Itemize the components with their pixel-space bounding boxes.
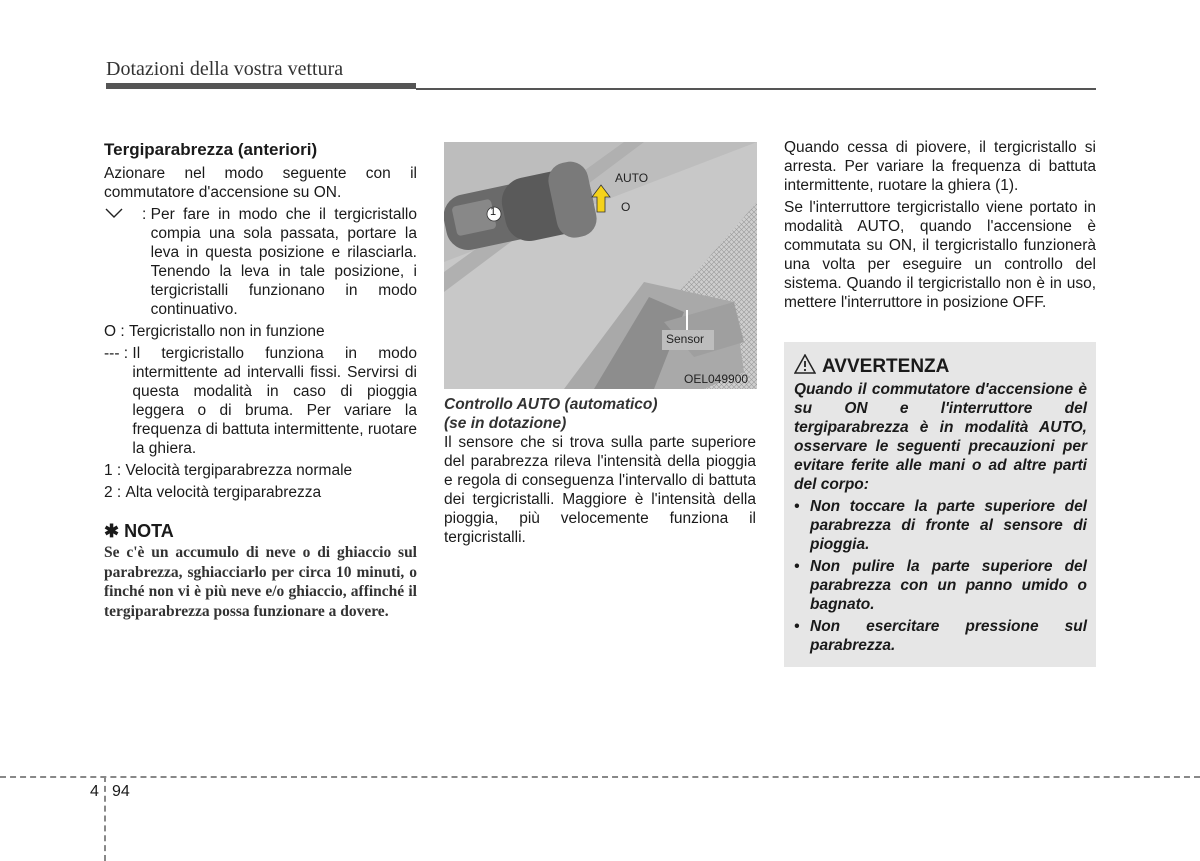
figure-label-sensor: Sensor xyxy=(666,332,705,346)
figure-label-auto: AUTO xyxy=(615,171,649,185)
list-item xyxy=(104,322,417,341)
middle-column xyxy=(444,395,756,547)
figure-caption: Controllo AUTO (automatico) (se in dotazione) xyxy=(444,396,658,432)
warning-header xyxy=(794,354,949,379)
warning-triangle-icon xyxy=(794,354,816,379)
warning-bullet: • Non pulire la parte superiore del parabrezza con un panno umido o bagnato. xyxy=(794,558,1087,613)
warning-body xyxy=(794,380,1087,655)
page-header-title: Dotazioni della vostra vettura xyxy=(106,58,344,80)
warning-title: AVVERTENZA xyxy=(822,355,950,377)
auto-wiper-illustration xyxy=(444,142,757,389)
footer-divider xyxy=(0,776,1200,778)
list-marker: 2 : xyxy=(104,484,126,501)
list-item xyxy=(104,483,417,502)
header-rule-thin xyxy=(416,88,1096,90)
right-column xyxy=(784,138,1096,312)
auto-description: Il sensore che si trova sulla parte superiore del parabrezza rileva l'intensità della pioggia e regola di conseguenza l'intervallo di battuta dei tergicristalli. Maggiore è l'intensità della pioggia, più velocemente funziona il tergicristalli. xyxy=(444,434,756,546)
paragraph: Quando cessa di piovere, il tergicristallo si arresta. Per variare la frequenza di battuta intermittente, ruotare la ghiera (1). xyxy=(784,139,1096,194)
intro-text: Azionare nel modo seguente con il commutatore d'accensione su ON. xyxy=(104,165,417,201)
warning-intro: Quando il commutatore d'accensione è su ON e l'interruttore del tergiparabrezza è in modalità AUTO, osservare le seguenti precauzioni per evitare ferite alle mani o ad altre parti del corpo: xyxy=(794,381,1087,493)
list-marker: --- : xyxy=(104,345,133,362)
figure-code: OEL049900 xyxy=(684,372,749,386)
page-number: 94 xyxy=(112,783,130,800)
mist-symbol-icon xyxy=(104,205,142,224)
nota-title: ✱ NOTA xyxy=(104,521,174,541)
warning-bullet: • Non esercitare pressione sul parabrezza. xyxy=(794,618,1087,654)
section-heading: Tergiparabrezza (anteriori) xyxy=(104,140,318,159)
list-item xyxy=(104,461,417,480)
list-item-text: Velocità tergiparabrezza normale xyxy=(125,462,353,479)
list-item-text: Per fare in modo che il tergicristallo compia una sola passata, portare la leva in questa posizione e rilasciarla. Tenendo la leva in tale posizione, i tergicristalli funzionano in modo continuativo. xyxy=(150,206,417,318)
list-item-text: Tergicristallo non in funzione xyxy=(128,323,325,340)
list-item xyxy=(104,344,417,458)
figure-label-o: O xyxy=(621,200,631,214)
paragraph: Se l'interruttore tergicristallo viene portato in modalità AUTO, quando l'accensione è commutata su ON, il tergicristallo funzionerà una volta per eseguire un controllo del sistema. Quando il tergicristallo non è in uso, mettere l'interruttore in posizione OFF. xyxy=(784,199,1096,311)
list-marker: 1 : xyxy=(104,462,126,479)
list-item-text: Alta velocità tergiparabrezza xyxy=(125,484,322,501)
warning-box xyxy=(784,342,1096,667)
list-item-text: Il tergicristallo funziona in modo intermittente ad intervalli fissi. Servirsi di questa modalità in caso di pioggia leggera o di bruma. Per variare la frequenza di battuta intermittente, ruotare la ghiera. xyxy=(132,345,417,457)
list-item xyxy=(104,205,417,319)
warning-bullet: • Non toccare la parte superiore del parabrezza di fronte al sensore di pioggia. xyxy=(794,498,1087,553)
nota-text: Se c'è un accumulo di neve o di ghiaccio sul parabrezza, sghiacciarlo per circa 10 minuti, o finché non vi è più neve e/o ghiaccio, affinché il tergiparabrezza possa funzionare a dovere. xyxy=(104,544,417,620)
left-column xyxy=(104,140,417,621)
list-marker: : xyxy=(104,205,151,319)
chapter-number: 4 xyxy=(90,783,99,800)
header-rule-thick xyxy=(106,83,416,89)
figure-label-1: 1 xyxy=(490,206,497,218)
list-marker: O : xyxy=(104,323,129,340)
asterisk-icon: ✱ xyxy=(104,521,120,541)
footer-vertical-divider xyxy=(104,776,106,861)
